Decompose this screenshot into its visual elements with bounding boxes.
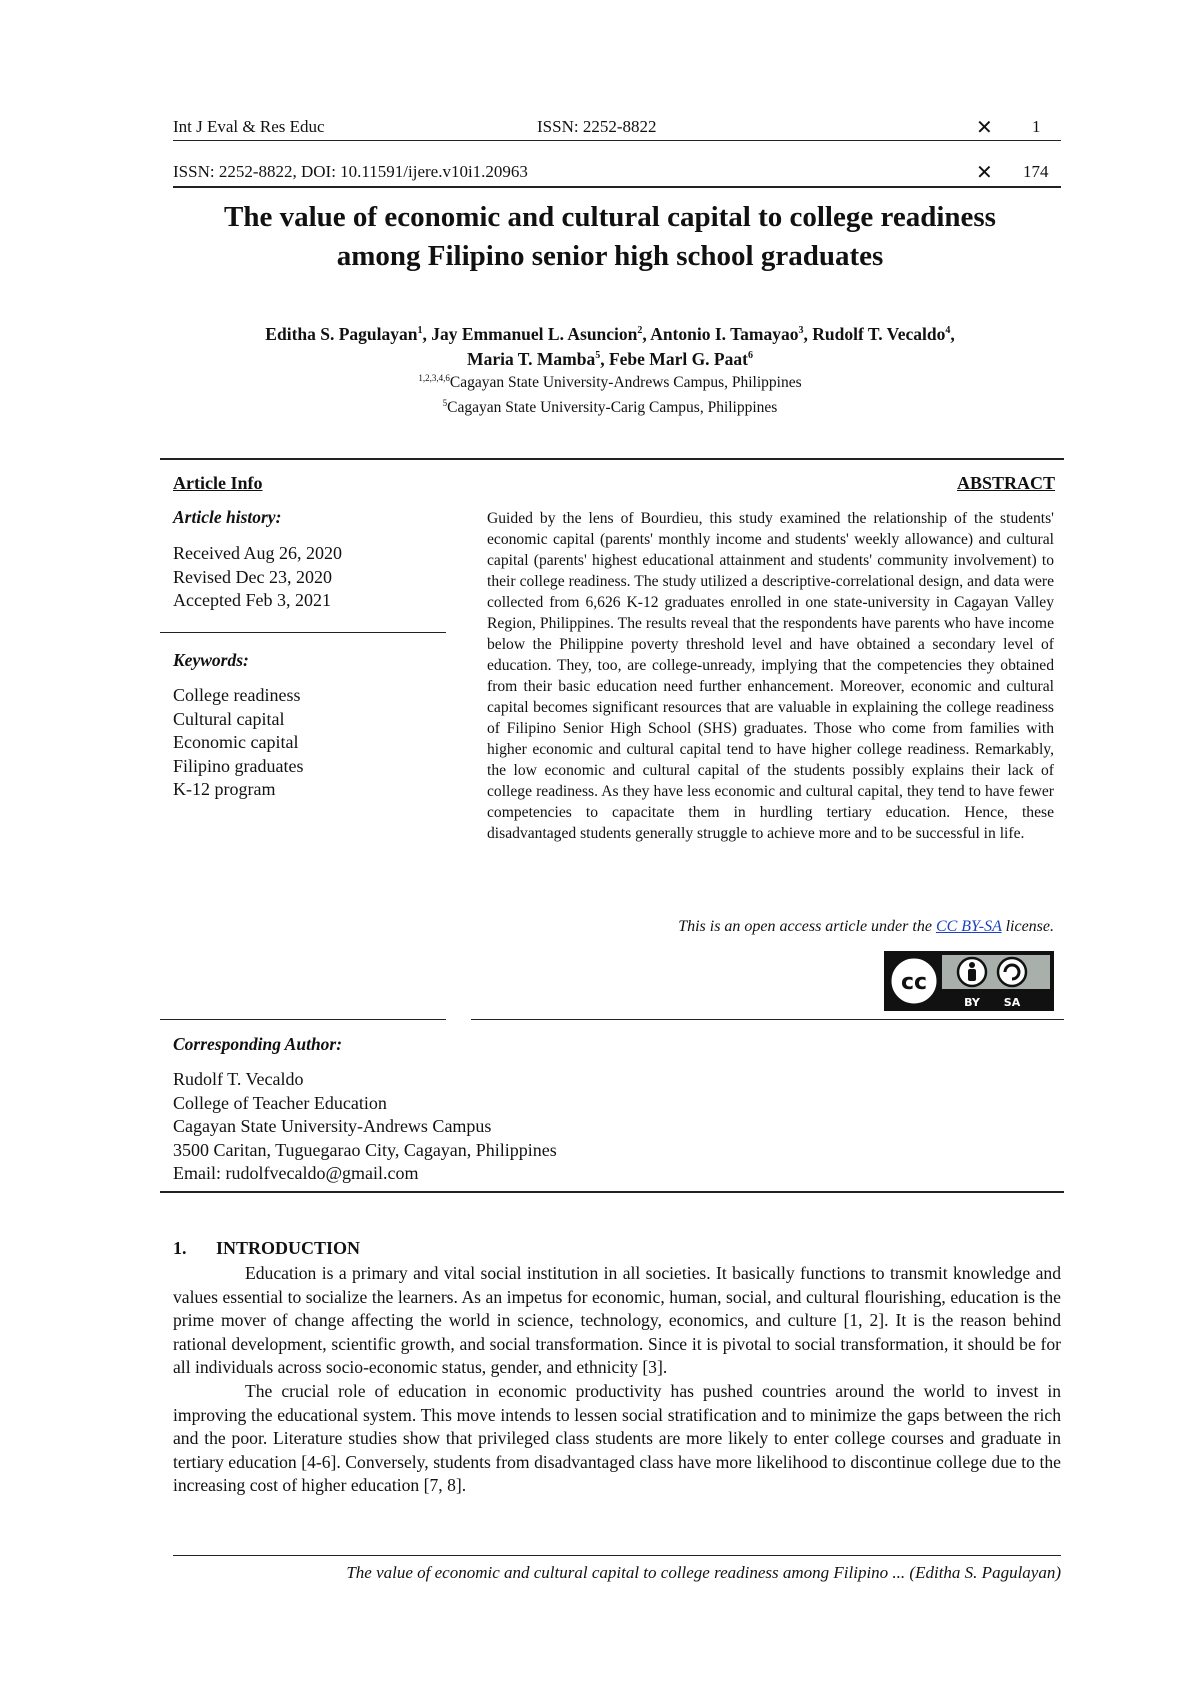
cc-logo-text: cc bbox=[900, 970, 928, 995]
author-comma: , bbox=[950, 323, 955, 344]
affiliation-sup: 5 bbox=[442, 398, 448, 409]
issn-top: ISSN: 2252-8822 bbox=[537, 117, 657, 136]
author-sup: 6 bbox=[747, 349, 753, 361]
section-heading: INTRODUCTION bbox=[216, 1238, 361, 1258]
author-name: Maria T. Mamba bbox=[467, 348, 596, 369]
author-name: , Antonio I. Tamayao bbox=[642, 323, 799, 344]
page-number: 174 bbox=[1023, 162, 1049, 181]
cross-icon: ✕ bbox=[976, 115, 993, 139]
cross-icon: ✕ bbox=[976, 160, 993, 184]
journal-name: Int J Eval & Res Educ bbox=[173, 117, 325, 136]
cc-by-sa-badge[interactable] bbox=[884, 951, 1054, 1011]
keyword-item: Filipino graduates bbox=[173, 755, 304, 776]
keywords-label: Keywords: bbox=[173, 650, 249, 670]
paper-title bbox=[160, 198, 1060, 276]
introduction-body bbox=[173, 1262, 1061, 1498]
cc-by-sa-link[interactable]: CC BY-SA bbox=[935, 918, 1002, 935]
author-sup: 4 bbox=[945, 325, 951, 336]
right-bottom-rule bbox=[471, 1019, 1064, 1020]
abstract-heading: ABSTRACT bbox=[957, 473, 1056, 493]
running-footer: The value of economic and cultural capital to college readiness among Filipino ... (Editha S. Pagulayan) bbox=[346, 1563, 1061, 1582]
received-date: Received Aug 26, 2020 bbox=[173, 543, 342, 563]
revised-date: Revised Dec 23, 2020 bbox=[173, 566, 332, 587]
author-address: 3500 Caritan, Tuguegarao City, Cagayan, Philippines bbox=[173, 1139, 557, 1160]
author-sup: 1 bbox=[417, 325, 423, 336]
paragraph: Education is a primary and vital social institution in all societies. It basically functions to transmit knowledge and values essential to socialize the learners. As an impetus for economic, human, social, and cultural flourishing, education is the prime mover of change affecting the world in science, technology, economics, and culture [1, 2]. It is the reason behind rational development, scientific growth, and social transformation. Since it is pivotal to social transformation, it should be for all individuals across socio-economic status, gender, and ethnicity [3]. bbox=[173, 1263, 1061, 1378]
article-history bbox=[173, 542, 342, 613]
page-number-top: 1 bbox=[1032, 117, 1041, 136]
title-line-1: The value of economic and cultural capital to college readiness bbox=[224, 201, 996, 233]
cc-badge-graphic bbox=[884, 951, 1054, 1011]
keyword-item: Cultural capital bbox=[173, 708, 285, 729]
affiliations bbox=[160, 368, 1060, 418]
license-pre: This is an open access article under the bbox=[678, 918, 936, 935]
author-email[interactable]: Email: rudolfvecaldo@gmail.com bbox=[173, 1163, 419, 1183]
issn-doi: ISSN: 2252-8822, DOI: 10.11591/ijere.v10i1.20963 bbox=[173, 162, 528, 181]
article-history-label: Article history: bbox=[173, 507, 282, 527]
header-rule-1 bbox=[173, 140, 1061, 141]
affiliation-sup: 1,2,3,4,6 bbox=[418, 373, 450, 383]
sa-label: SA bbox=[1003, 996, 1021, 1009]
article-info-heading: Article Info bbox=[173, 473, 263, 493]
author-college: College of Teacher Education bbox=[173, 1092, 387, 1113]
author-sup: 5 bbox=[595, 349, 601, 361]
corresponding-author bbox=[173, 1068, 557, 1186]
author-list bbox=[160, 320, 1060, 370]
left-column-divider bbox=[160, 632, 446, 633]
share-alike-icon bbox=[998, 958, 1026, 986]
author-name: , Rudolf T. Vecaldo bbox=[803, 323, 946, 344]
section-number: 1. bbox=[173, 1238, 187, 1258]
info-top-rule bbox=[160, 458, 1064, 460]
author-name: Rudolf T. Vecaldo bbox=[173, 1069, 304, 1089]
author-name: , Jay Emmanuel L. Asuncion bbox=[422, 323, 638, 344]
author-sup: 3 bbox=[798, 325, 804, 336]
accepted-date: Accepted Feb 3, 2021 bbox=[173, 590, 331, 610]
left-bottom-rule bbox=[160, 1019, 446, 1020]
header-rule-2 bbox=[173, 186, 1061, 188]
keyword-item: K-12 program bbox=[173, 779, 276, 799]
info-bottom-rule bbox=[160, 1191, 1064, 1193]
abstract-text: Guided by the lens of Bourdieu, this study examined the relationship of the students' economic capital (parents' monthly income and students' weekly allowance) and cultural capital (parents' highest educational attainment and students' community involvement) to their college readiness. The study utilized a descriptive-correlational design, and data were collected from 6,626 K-12 graduates enrolled in one state-university in Cagayan Valley Region, Philippines. The results reveal that the respondents have parents who have income below the Philippine poverty threshold level and have obtained a secondary level of education. They, too, are college-unready, implying that the competencies they obtained from their basic education need further enhancement. Moreover, economic and cultural capital becomes significant resources that are valuable in explaining the college readiness of Filipino Senior High School (SHS) graduates. Those who come from families with higher economic and cultural capital tend to have higher college readiness. Remarkably, the low economic and cultural capital of the students possibly explains their lack of college readiness. As they have less economic and cultural capital, they tend to have fewer competencies to capacitate them in hurdling tertiary education. Hence, these disadvantaged students generally struggle to achieve more and to be successful in life. bbox=[487, 510, 1054, 842]
author-campus: Cagayan State University-Andrews Campus bbox=[173, 1116, 492, 1136]
keyword-item: College readiness bbox=[173, 685, 301, 705]
license-post: license. bbox=[1001, 918, 1054, 935]
keywords-list bbox=[173, 684, 303, 802]
corresponding-label: Corresponding Author: bbox=[173, 1034, 343, 1054]
title-line-2: among Filipino senior high school graduates bbox=[336, 240, 884, 272]
affiliation-text: Cagayan State University-Andrews Campus, Philippines bbox=[449, 374, 802, 392]
author-sup: 2 bbox=[637, 325, 643, 336]
author-name: Editha S. Pagulayan bbox=[265, 323, 418, 344]
affiliation-text: Cagayan State University-Carig Campus, Philippines bbox=[447, 399, 778, 417]
by-label: BY bbox=[964, 996, 980, 1009]
paragraph: The crucial role of education in economic productivity has pushed countries around the world to invest in improving the educational system. This move intends to lessen social stratification and to minimize the gaps between the rich and the poor. Literature studies show that privileged class students are more likely to enter college courses and graduate in tertiary education [4-6]. Conversely, students from disadvantaged class have more likelihood to discontinue college due to the increasing cost of higher education [7, 8]. bbox=[173, 1380, 1061, 1496]
keyword-item: Economic capital bbox=[173, 732, 299, 752]
author-name: , Febe Marl G. Paat bbox=[600, 348, 748, 369]
footer-rule bbox=[173, 1555, 1061, 1556]
license-note bbox=[560, 918, 1054, 936]
